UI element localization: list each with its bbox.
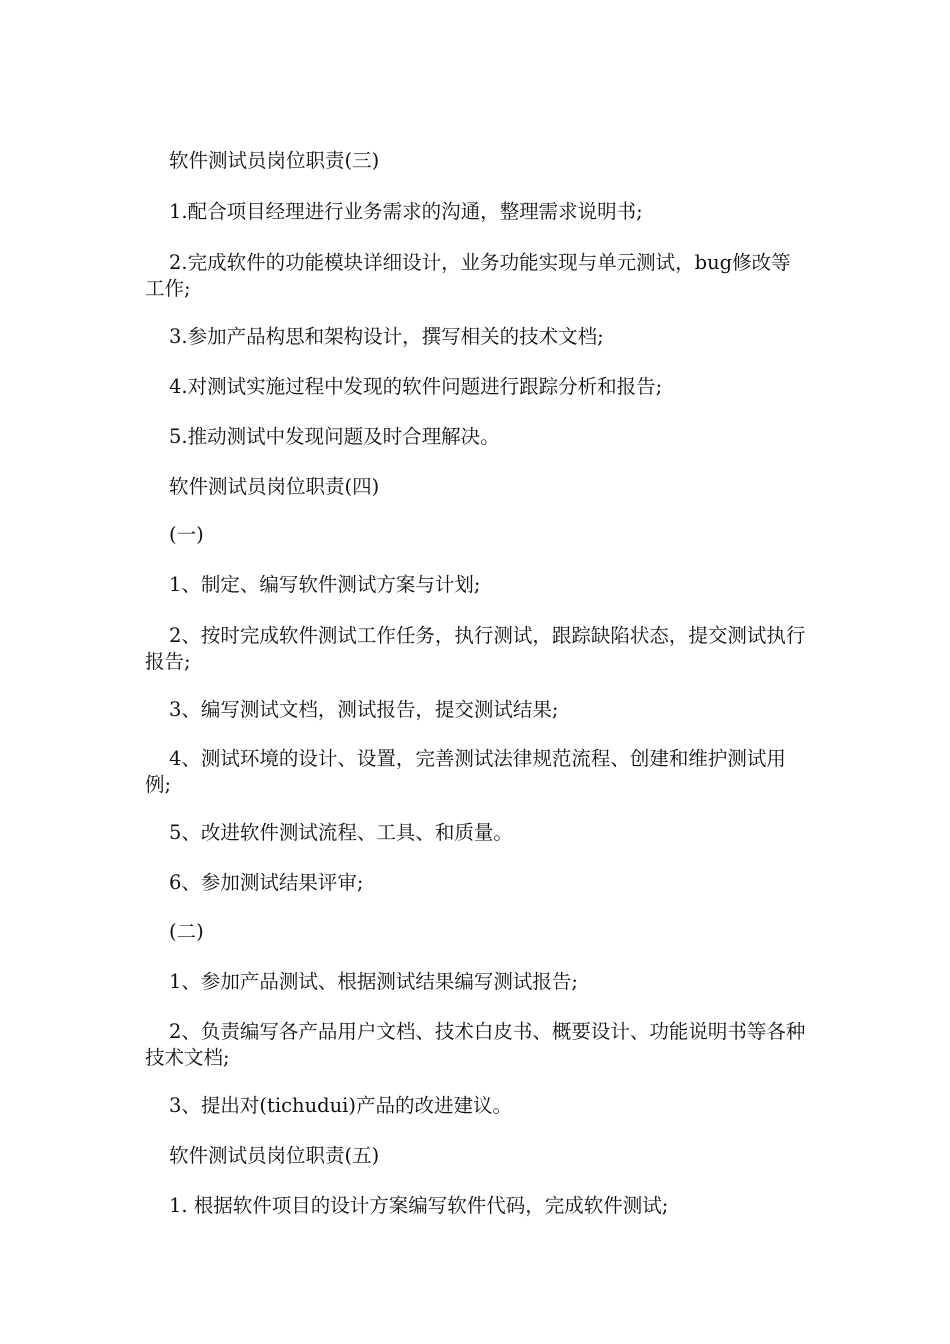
list-item: 1. 根据软件项目的设计方案编写软件代码，完成软件测试; [169, 1194, 669, 1217]
list-item: 4、测试环境的设计、设置，完善测试法律规范流程、创建和维护测试用例; [145, 747, 786, 796]
section-heading-5: 软件测试员岗位职责(五) [169, 1144, 380, 1167]
section-heading-4: 软件测试员岗位职责(四) [169, 475, 380, 498]
subsection-heading: (一) [169, 523, 204, 546]
section-heading-3: 软件测试员岗位职责(三) [169, 149, 380, 172]
list-item: 5、改进软件测试流程、工具、和质量。 [169, 821, 513, 844]
list-item: 5.推动测试中发现问题及时合理解决。 [169, 425, 500, 448]
subsection-heading: (二) [169, 920, 204, 943]
list-item: 2、按时完成软件测试工作任务，执行测试，跟踪缺陷状态，提交测试执行报告; [145, 624, 806, 673]
list-item: 3、提出对(tichudui)产品的改进建议。 [169, 1094, 513, 1117]
list-item: 3、编写测试文档，测试报告，提交测试结果; [169, 698, 559, 721]
list-item: 1.配合项目经理进行业务需求的沟通，整理需求说明书; [169, 200, 643, 223]
list-item: 2、负责编写各产品用户文档、技术白皮书、概要设计、功能说明书等各种技术文档; [145, 1020, 806, 1069]
list-item: 6、参加测试结果评审; [169, 871, 364, 894]
list-item: 3.参加产品构思和架构设计，撰写相关的技术文档; [169, 325, 604, 348]
list-item: 2.完成软件的功能模块详细设计，业务功能实现与单元测试，bug修改等工作; [145, 251, 791, 300]
list-item: 1、参加产品测试、根据测试结果编写测试报告; [169, 970, 578, 993]
list-item: 4.对测试实施过程中发现的软件问题进行跟踪分析和报告; [169, 375, 663, 398]
list-item: 1、制定、编写软件测试方案与计划; [169, 573, 481, 596]
